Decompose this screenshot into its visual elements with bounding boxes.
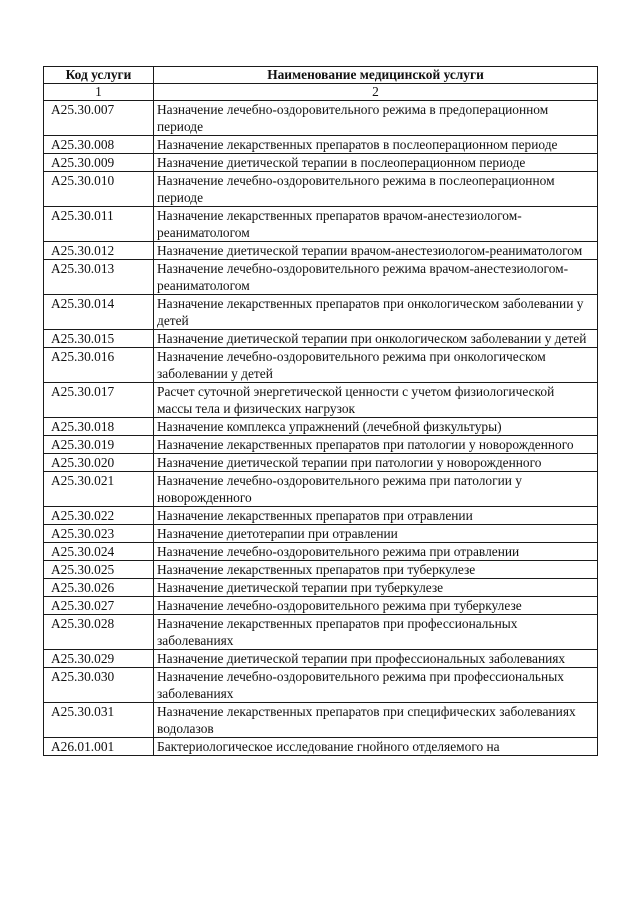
service-name: Назначение лекарственных препаратов при профессиональных заболеваниях bbox=[154, 615, 598, 650]
service-name: Назначение лекарственных препаратов при специфических заболеваниях водолазов bbox=[154, 703, 598, 738]
table-row bbox=[44, 703, 598, 738]
service-name: Назначение лечебно-оздоровительного режима при профессиональных заболеваниях bbox=[154, 668, 598, 703]
service-name: Назначение диетической терапии в послеоперационном периоде bbox=[154, 154, 598, 172]
service-code: A25.30.030 bbox=[44, 668, 154, 703]
service-name: Назначение лекарственных препаратов в послеоперационном периоде bbox=[154, 136, 598, 154]
table-row bbox=[44, 543, 598, 561]
table-row bbox=[44, 101, 598, 136]
table-row bbox=[44, 525, 598, 543]
service-name: Назначение диетической терапии врачом-анестезиологом-реаниматологом bbox=[154, 242, 598, 260]
table-row bbox=[44, 330, 598, 348]
service-code: A25.30.023 bbox=[44, 525, 154, 543]
header-name: Наименование медицинской услуги bbox=[154, 67, 598, 84]
service-name: Назначение диетической терапии при профессиональных заболеваниях bbox=[154, 650, 598, 668]
service-name: Назначение лекарственных препаратов врачом-анестезиологом-реаниматологом bbox=[154, 207, 598, 242]
table-row bbox=[44, 668, 598, 703]
column-number-1: 1 bbox=[44, 84, 154, 101]
service-code: A25.30.012 bbox=[44, 242, 154, 260]
service-name: Назначение лекарственных препаратов при онкологическом заболевании у детей bbox=[154, 295, 598, 330]
service-name: Назначение диетотерапии при отравлении bbox=[154, 525, 598, 543]
service-code: A25.30.013 bbox=[44, 260, 154, 295]
table-row bbox=[44, 472, 598, 507]
service-name: Бактериологическое исследование гнойного отделяемого на bbox=[154, 738, 598, 756]
service-code: A25.30.017 bbox=[44, 383, 154, 418]
service-code: A25.30.011 bbox=[44, 207, 154, 242]
column-number-row bbox=[44, 84, 598, 101]
service-code: A25.30.019 bbox=[44, 436, 154, 454]
service-code: A25.30.031 bbox=[44, 703, 154, 738]
service-code: A25.30.007 bbox=[44, 101, 154, 136]
table-row bbox=[44, 418, 598, 436]
table-row bbox=[44, 615, 598, 650]
service-code: A25.30.029 bbox=[44, 650, 154, 668]
header-row bbox=[44, 67, 598, 84]
service-code: A25.30.018 bbox=[44, 418, 154, 436]
service-name: Назначение диетической терапии при туберкулезе bbox=[154, 579, 598, 597]
service-code: A25.30.008 bbox=[44, 136, 154, 154]
medical-services-table bbox=[43, 66, 598, 756]
table-row bbox=[44, 597, 598, 615]
service-code: A25.30.028 bbox=[44, 615, 154, 650]
service-name: Назначение лечебно-оздоровительного режима в предоперационном периоде bbox=[154, 101, 598, 136]
service-name: Расчет суточной энергетической ценности с учетом физиологической массы тела и физических нагрузок bbox=[154, 383, 598, 418]
service-code: A25.30.026 bbox=[44, 579, 154, 597]
service-code: A25.30.020 bbox=[44, 454, 154, 472]
service-name: Назначение лечебно-оздоровительного режима при онкологическом заболевании у детей bbox=[154, 348, 598, 383]
service-name: Назначение комплекса упражнений (лечебной физкультуры) bbox=[154, 418, 598, 436]
service-name: Назначение диетической терапии при онкологическом заболевании у детей bbox=[154, 330, 598, 348]
table-row bbox=[44, 738, 598, 756]
document-page bbox=[43, 66, 597, 756]
service-code: A25.30.022 bbox=[44, 507, 154, 525]
service-name: Назначение лекарственных препаратов при отравлении bbox=[154, 507, 598, 525]
service-code: A26.01.001 bbox=[44, 738, 154, 756]
service-name: Назначение лечебно-оздоровительного режима при туберкулезе bbox=[154, 597, 598, 615]
service-name: Назначение лечебно-оздоровительного режима при отравлении bbox=[154, 543, 598, 561]
service-name: Назначение лекарственных препаратов при патологии у новорожденного bbox=[154, 436, 598, 454]
service-code: A25.30.027 bbox=[44, 597, 154, 615]
table-row bbox=[44, 295, 598, 330]
table-row bbox=[44, 242, 598, 260]
service-code: A25.30.024 bbox=[44, 543, 154, 561]
table-row bbox=[44, 561, 598, 579]
table-row bbox=[44, 207, 598, 242]
service-name: Назначение лечебно-оздоровительного режима при патологии у новорожденного bbox=[154, 472, 598, 507]
table-row bbox=[44, 454, 598, 472]
service-name: Назначение лечебно-оздоровительного режима врачом-анестезиологом-реаниматологом bbox=[154, 260, 598, 295]
service-name: Назначение лечебно-оздоровительного режима в послеоперационном периоде bbox=[154, 172, 598, 207]
service-code: A25.30.021 bbox=[44, 472, 154, 507]
table-row bbox=[44, 579, 598, 597]
service-code: A25.30.009 bbox=[44, 154, 154, 172]
table-row bbox=[44, 383, 598, 418]
service-code: A25.30.014 bbox=[44, 295, 154, 330]
table-row bbox=[44, 507, 598, 525]
table-row bbox=[44, 650, 598, 668]
service-code: A25.30.015 bbox=[44, 330, 154, 348]
table-row bbox=[44, 260, 598, 295]
service-code: A25.30.016 bbox=[44, 348, 154, 383]
header-code: Код услуги bbox=[44, 67, 154, 84]
service-code: A25.30.010 bbox=[44, 172, 154, 207]
table-row bbox=[44, 436, 598, 454]
table-row bbox=[44, 154, 598, 172]
service-name: Назначение диетической терапии при патологии у новорожденного bbox=[154, 454, 598, 472]
table-row bbox=[44, 348, 598, 383]
table-row bbox=[44, 172, 598, 207]
table-row bbox=[44, 136, 598, 154]
service-name: Назначение лекарственных препаратов при туберкулезе bbox=[154, 561, 598, 579]
column-number-2: 2 bbox=[154, 84, 598, 101]
service-code: A25.30.025 bbox=[44, 561, 154, 579]
